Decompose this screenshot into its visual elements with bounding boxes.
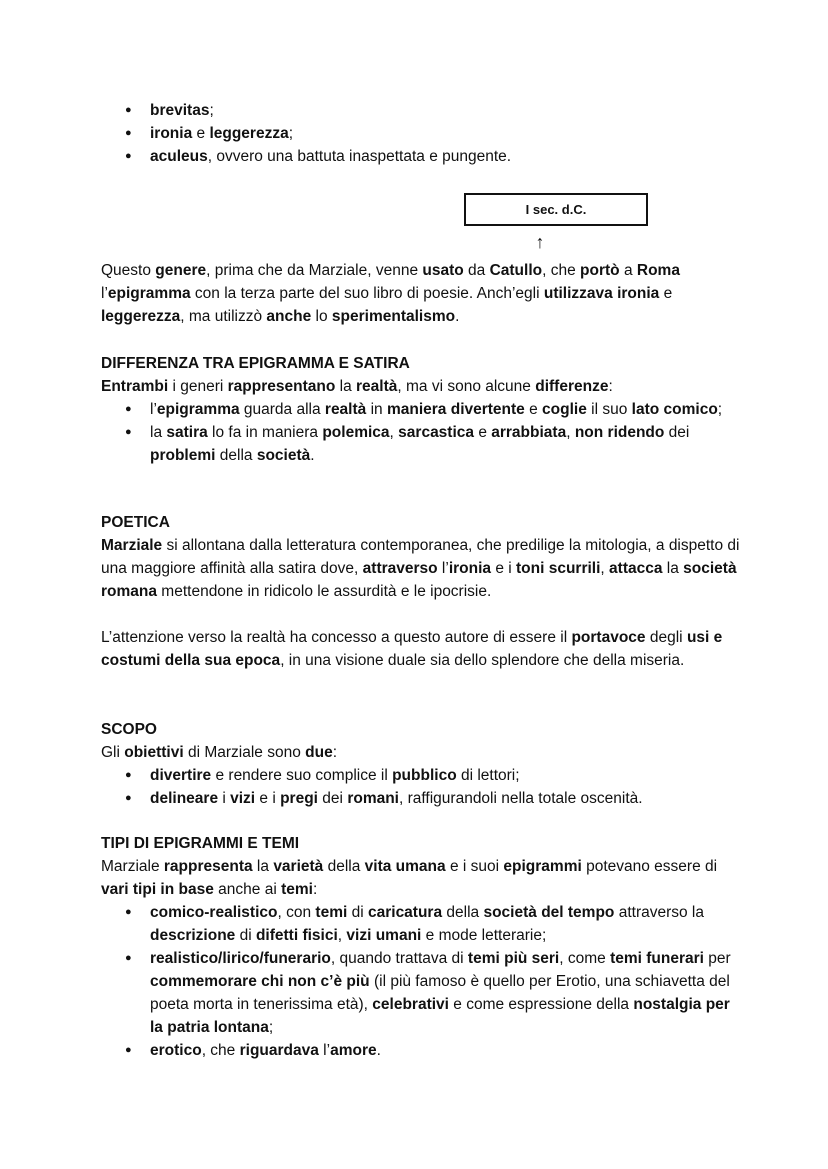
list-item: ● delineare i vizi e i pregi dei romani, raffigurandoli nella totale oscenità. (101, 787, 741, 810)
section-heading: DIFFERENZA TRA EPIGRAMMA E SATIRA (101, 355, 410, 372)
date-callout-box (464, 193, 648, 226)
paragraph: L’attenzione verso la realtà ha concesso a questo autore di essere il portavoce degli usi e costumi della sua epoca, in una visione duale sia dello splendore che della miseria. (101, 629, 723, 669)
section-tipi (101, 832, 741, 1062)
intro-paragraph: Questo genere, prima che da Marziale, venne usato da Catullo, che portò a Roma l’epigramma con la terza parte del suo libro di poesie. Anch’egli utilizzava ironia e leggerezza, ma utilizzò anche lo sperimentalismo. (101, 262, 680, 325)
list-item: ● brevitas; (101, 99, 741, 122)
section-heading: SCOPO (101, 721, 157, 738)
section-poetica (101, 511, 741, 672)
list-item: ● comico-realistico, con temi di caricatura della società del tempo attraverso la descrizione di difetti fisici, vizi umani e mode letterarie; (101, 901, 741, 947)
list-item: ● l’epigramma guarda alla realtà in maniera divertente e coglie il suo lato comico; (101, 398, 741, 421)
list-item: ● ironia e leggerezza; (101, 122, 741, 145)
list-item: ● realistico/lirico/funerario, quando trattava di temi più seri, come temi funerari per commemorare chi non c’è più (il più famoso è quello per Erotio, una schiavetta del poeta morta in tenerissima età), celebrativi e come espressione della nostalgia per la patria lontana; (101, 947, 741, 1039)
section-intro: Entrambi i generi rappresentano la realtà, ma vi sono alcune differenze: (101, 378, 613, 395)
top-bullet-list (101, 99, 741, 168)
section-differenza (101, 352, 741, 467)
list-item: ● divertire e rendere suo complice il pubblico di lettori; (101, 764, 741, 787)
arrow-up-icon: ↑ (535, 232, 545, 252)
list-item: ● erotico, che riguardava l’amore. (101, 1039, 741, 1062)
date-callout-label: I sec. d.C. (525, 202, 587, 217)
section-heading: TIPI DI EPIGRAMMI E TEMI (101, 835, 300, 852)
section-intro: Gli obiettivi di Marziale sono due: (101, 744, 338, 761)
section-heading: POETICA (101, 514, 170, 531)
list-item: ● aculeus, ovvero una battuta inaspettata e pungente. (101, 145, 741, 168)
section-intro: Marziale rappresenta la varietà della vita umana e i suoi epigrammi potevano essere di vari tipi in base anche ai temi: (101, 858, 718, 898)
section-scopo (101, 718, 741, 810)
list-item: ● la satira lo fa in maniera polemica, sarcastica e arrabbiata, non ridendo dei problemi della società. (101, 421, 741, 467)
paragraph: Marziale si allontana dalla letteratura contemporanea, che predilige la mitologia, a dispetto di una maggiore affinità alla satira dove, attraverso l’ironia e i toni scurrili, attacca la società romana mettendone in ridicolo le assurdità e le ipocrisie. (101, 537, 740, 600)
